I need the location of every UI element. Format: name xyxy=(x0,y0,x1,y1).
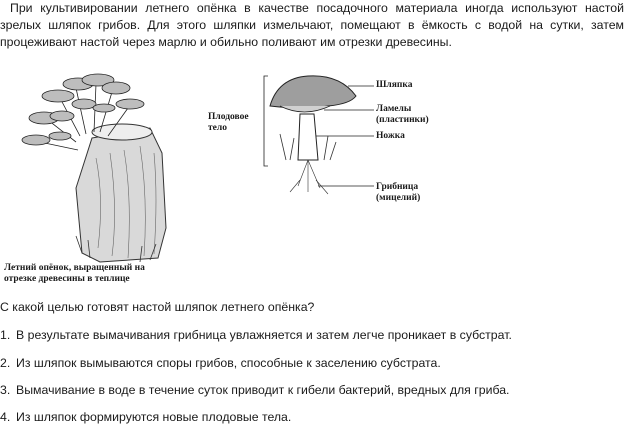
option-number: 2. xyxy=(0,356,11,370)
answer-option-2 xyxy=(0,356,441,370)
question-text: С какой целью готовят настой шляпок летнего опёнка? xyxy=(0,300,315,314)
label-lamellae: Ламелы (пластинки) xyxy=(376,104,429,125)
option-text: Из шляпок формируются новые плодовые тела. xyxy=(16,410,292,424)
label-stem: Ножка xyxy=(376,131,405,141)
option-text: В результате вымачивания грибница увлажняется и затем легче проникает в субстрат. xyxy=(16,328,512,342)
label-fruit-body: Плодовое тело xyxy=(208,112,249,133)
option-number: 1. xyxy=(0,328,11,342)
label-mycelium: Грибница (мицелий) xyxy=(376,182,421,203)
answer-option-3 xyxy=(0,383,509,397)
label-cap: Шляпка xyxy=(376,80,413,90)
stump-caption: Летний опёнок, выращенный на отрезке древесины в теплице xyxy=(4,263,145,284)
option-text: Из шляпок вымываются споры грибов, способные к заселению субстрата. xyxy=(16,356,441,370)
option-text: Вымачивание в воде в течение суток приводит к гибели бактерий, вредных для гриба. xyxy=(16,383,510,397)
answer-option-1 xyxy=(0,328,512,342)
option-number: 4. xyxy=(0,410,11,424)
answer-option-4 xyxy=(0,410,291,424)
intro-paragraph: При культивировании летнего опёнка в качестве посадочного материала иногда используют настой зрелых шляпок грибов. Для этого шляпки измельчают, помещают в ёмкость с водой на сутки, затем процеживают настой через марлю и обильно поливают им отрезки древесины. xyxy=(0,1,624,49)
option-number: 3. xyxy=(0,383,11,397)
